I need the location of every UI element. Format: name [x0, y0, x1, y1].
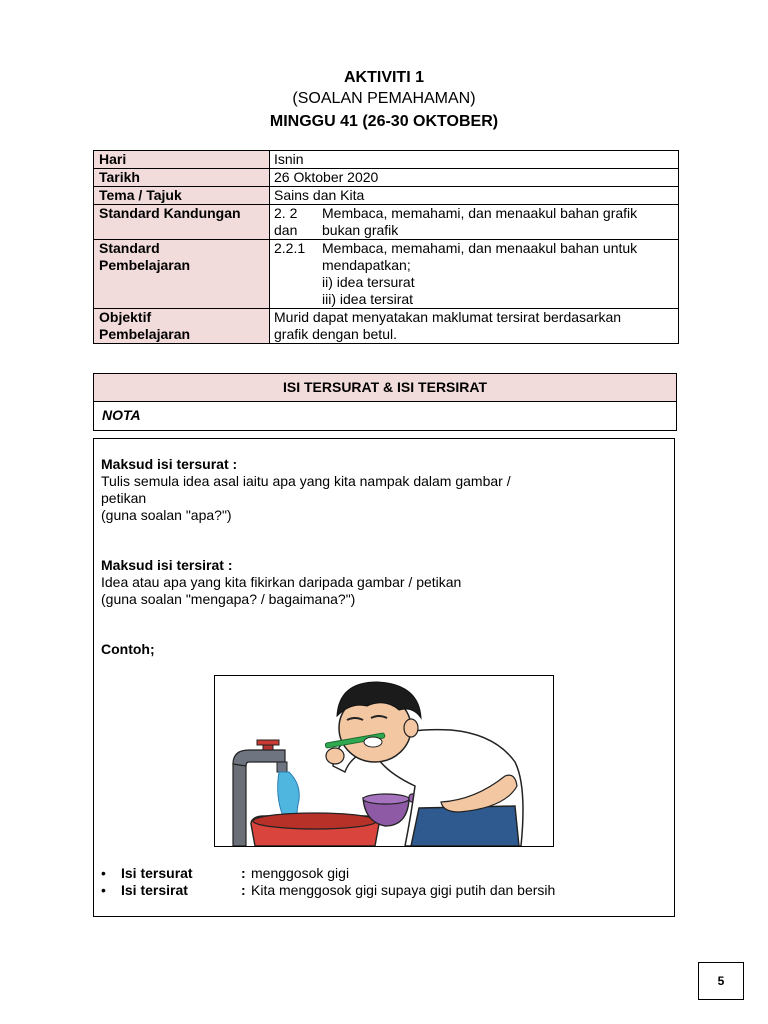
sk-label: Standard Kandungan [94, 205, 270, 240]
sp-label-line-1: Standard [99, 240, 160, 256]
contoh-label: Contoh; [101, 641, 155, 657]
sk-text-2: bukan grafik [322, 222, 399, 238]
sp-label-line-2: Pembelajaran [99, 257, 191, 273]
nota-label: NOTA [102, 407, 141, 423]
obj-value [270, 309, 679, 344]
row-tema [94, 187, 679, 205]
tersurat-title: Maksud isi tersurat : [101, 456, 238, 472]
b1-colon: : [241, 865, 246, 881]
row-hari [94, 151, 679, 169]
activity-title: AKTIVITI 1 [343, 69, 424, 86]
illustration-boy-brushing-teeth [214, 675, 554, 847]
tersurat-line-3: (guna soalan "apa?") [101, 507, 232, 523]
tarikh-value: 26 Oktober 2020 [270, 169, 679, 187]
tersirat-line-1: Idea atau apa yang kita fikirkan daripada gambar / petikan [101, 574, 462, 590]
page-number: 5 [698, 962, 744, 1000]
isi-heading: ISI TERSURAT & ISI TERSIRAT [94, 374, 676, 402]
b1-key: Isi tersurat [121, 865, 193, 881]
hari-value: Isnin [270, 151, 679, 169]
obj-label-line-2: Pembelajaran [99, 326, 191, 342]
obj-line-2: grafik dengan betul. [274, 326, 397, 342]
boy-brushing-teeth-illustration [215, 676, 553, 846]
tersirat-title: Maksud isi tersirat : [101, 557, 233, 573]
sk-number: 2. 2 [274, 205, 298, 221]
obj-label [94, 309, 270, 344]
b2-key: Isi tersirat [121, 882, 188, 898]
sp-line-2: mendapatkan; [322, 257, 411, 273]
hari-label: Hari [94, 151, 270, 169]
tema-label: Tema / Tajuk [94, 187, 270, 205]
sp-label [94, 240, 270, 309]
b2-colon: : [241, 882, 246, 898]
tarikh-label: Tarikh [94, 169, 270, 187]
isi-section-header [93, 373, 677, 431]
tersirat-line-2: (guna soalan "mengapa? / bagaimana?") [101, 591, 356, 607]
sp-value [270, 240, 679, 309]
week-heading: MINGGU 41 (26-30 OKTOBER) [269, 113, 499, 130]
bullet-dot-icon: • [101, 882, 106, 898]
row-standard-pembelajaran [94, 240, 679, 309]
sk-value [270, 205, 679, 240]
tersurat-line-1: Tulis semula idea asal iaitu apa yang kita nampak dalam gambar / [101, 473, 511, 489]
row-objektif [94, 309, 679, 344]
sp-line-4: iii) idea tersirat [322, 291, 414, 307]
notes-box [93, 438, 675, 917]
b1-value: menggosok gigi [251, 865, 350, 881]
bullet-dot-icon: • [101, 865, 106, 881]
lesson-info-table [93, 150, 679, 344]
tersurat-line-2: petikan [101, 490, 147, 506]
sp-number: 2.2.1 [274, 240, 306, 256]
sk-text: Membaca, memahami, dan menaakul bahan grafik [322, 205, 638, 221]
activity-subtitle: (SOALAN PEMAHAMAN) [292, 90, 476, 107]
obj-line-1: Murid dapat menyatakan maklumat tersirat berdasarkan [274, 309, 622, 325]
sp-text: Membaca, memahami, dan menaakul bahan untuk [322, 240, 638, 256]
obj-label-line-1: Objektif [99, 309, 152, 325]
sp-line-3: ii) idea tersurat [322, 274, 415, 290]
tema-value: Sains dan Kita [270, 187, 679, 205]
b2-value: Kita menggosok gigi supaya gigi putih dan bersih [251, 882, 556, 898]
sk-dan: dan [274, 222, 298, 238]
row-tarikh [94, 169, 679, 187]
row-standard-kandungan [94, 205, 679, 240]
